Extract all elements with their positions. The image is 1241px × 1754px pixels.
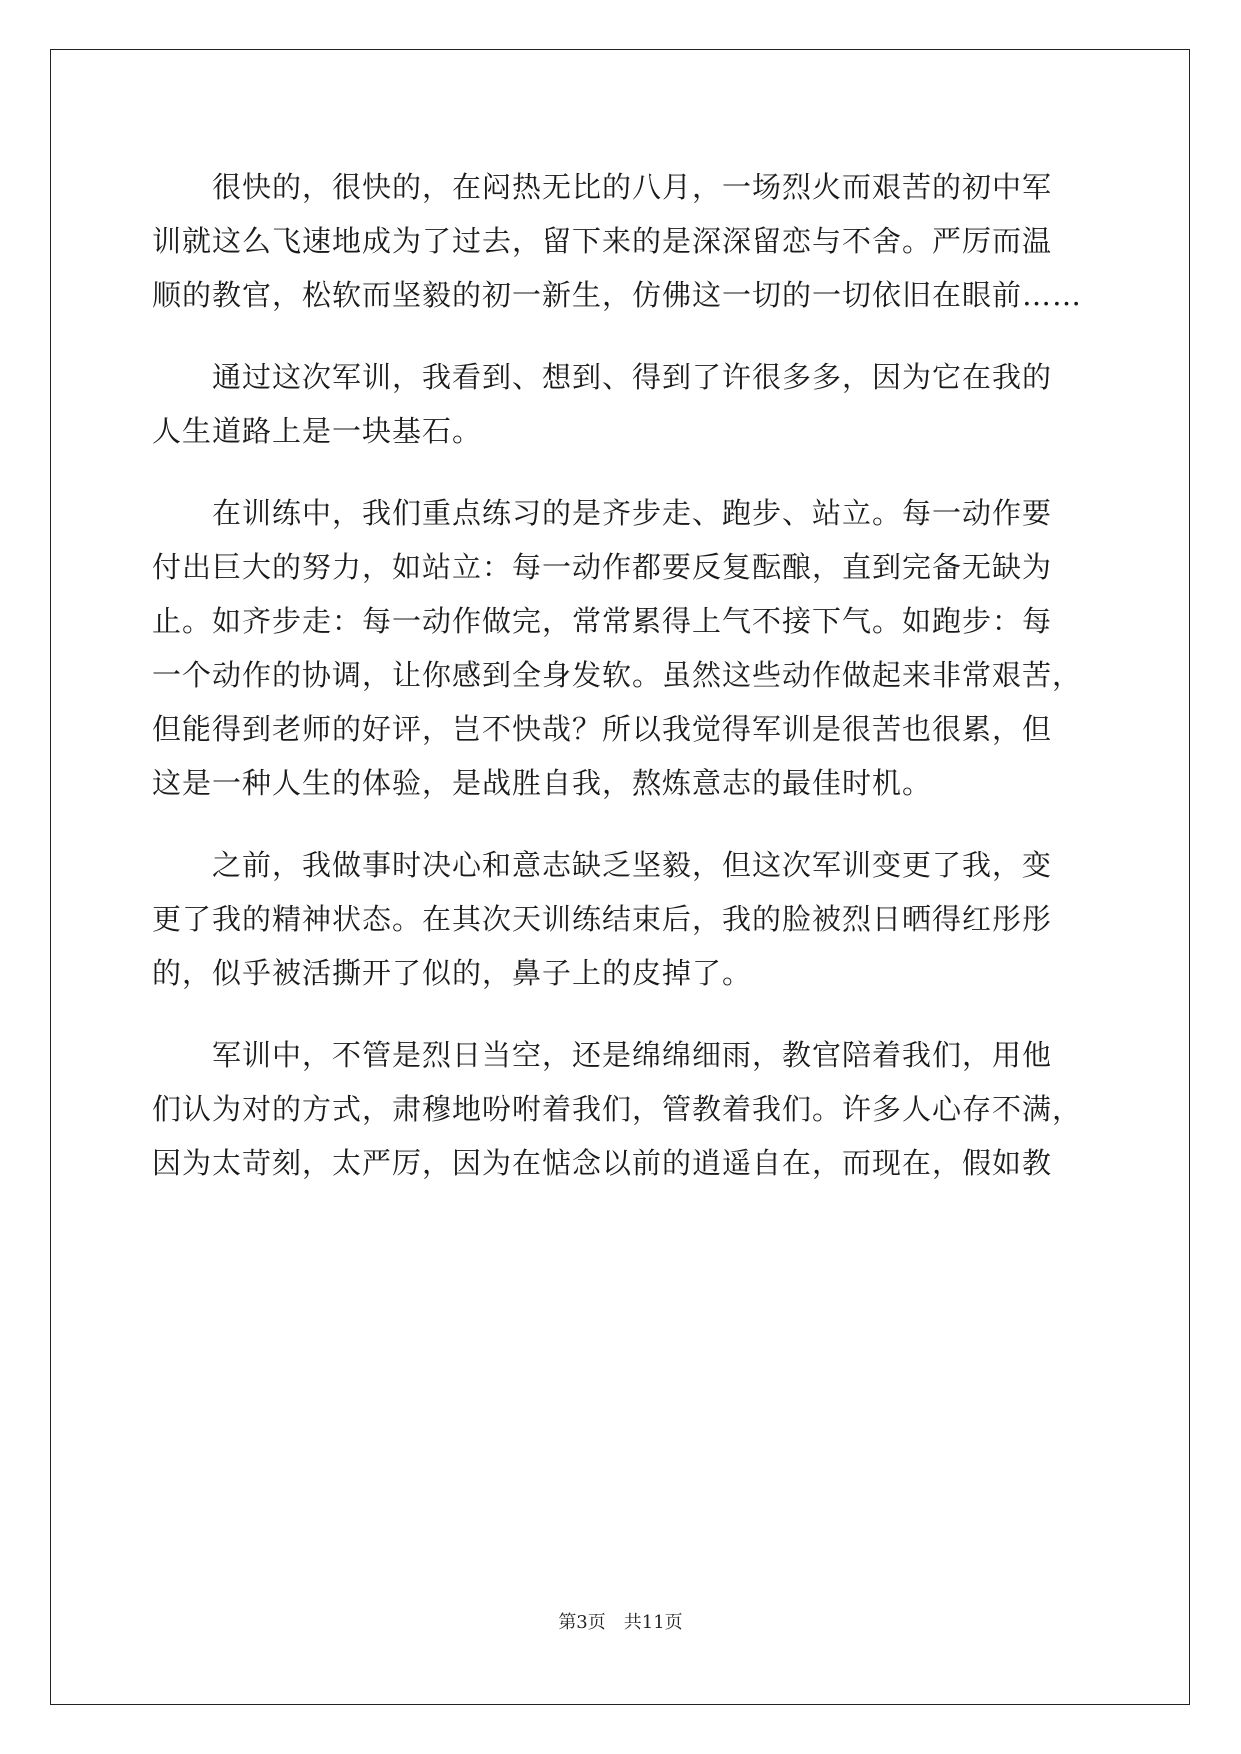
page-number-footer: 第3页 共11页 [558,1612,683,1633]
text-line: 这是一种人生的体验，是战胜自我，熬炼意志的最佳时机。 [152,766,933,800]
text-line: 付出巨大的努力，如站立：每一动作都要反复酝酿，直到完备无缺为 [152,550,1053,584]
document-body [152,160,1089,1190]
text-line: 训就这么飞速地成为了过去，留下来的是深深留恋与不舍。严厉而温 [152,224,1053,258]
paragraph [152,160,1089,322]
text-line: 们认为对的方式，肃穆地吩咐着我们，管教着我们。许多人心存不满， [152,1092,1083,1126]
text-line: 更了我的精神状态。在其次天训练结束后，我的脸被烈日晒得红彤彤 [152,902,1053,936]
paragraph [152,838,1089,1000]
text-line: 但能得到老师的好评，岂不快哉？所以我觉得军训是很苦也很累，但 [152,712,1053,746]
text-line: 一个动作的协调，让你感到全身发软。虽然这些动作做起来非常艰苦， [152,658,1083,692]
text-line: 军训中，不管是烈日当空，还是绵绵细雨，教官陪着我们，用他 [152,1038,1053,1072]
text-line: 通过这次军训，我看到、想到、得到了许很多多，因为它在我的 [152,360,1053,394]
text-line: 之前，我做事时决心和意志缺乏坚毅，但这次军训变更了我，变 [152,848,1053,882]
paragraph [152,350,1089,458]
paragraph [152,486,1089,810]
paragraph [152,1028,1089,1190]
text-line: 人生道路上是一块基石。 [152,414,483,448]
text-line: 因为太苛刻，太严厉，因为在惦念以前的逍遥自在，而现在，假如教 [152,1146,1053,1180]
text-line: 很快的，很快的，在闷热无比的八月，一场烈火而艰苦的初中军 [152,170,1053,204]
text-line: 在训练中，我们重点练习的是齐步走、跑步、站立。每一动作要 [152,496,1053,530]
text-line: 止。如齐步走：每一动作做完，常常累得上气不接下气。如跑步：每 [152,604,1053,638]
text-line: 顺的教官，松软而坚毅的初一新生，仿佛这一切的一切依旧在眼前…… [152,278,1083,312]
text-line: 的，似乎被活撕开了似的，鼻子上的皮掉了。 [152,956,753,990]
